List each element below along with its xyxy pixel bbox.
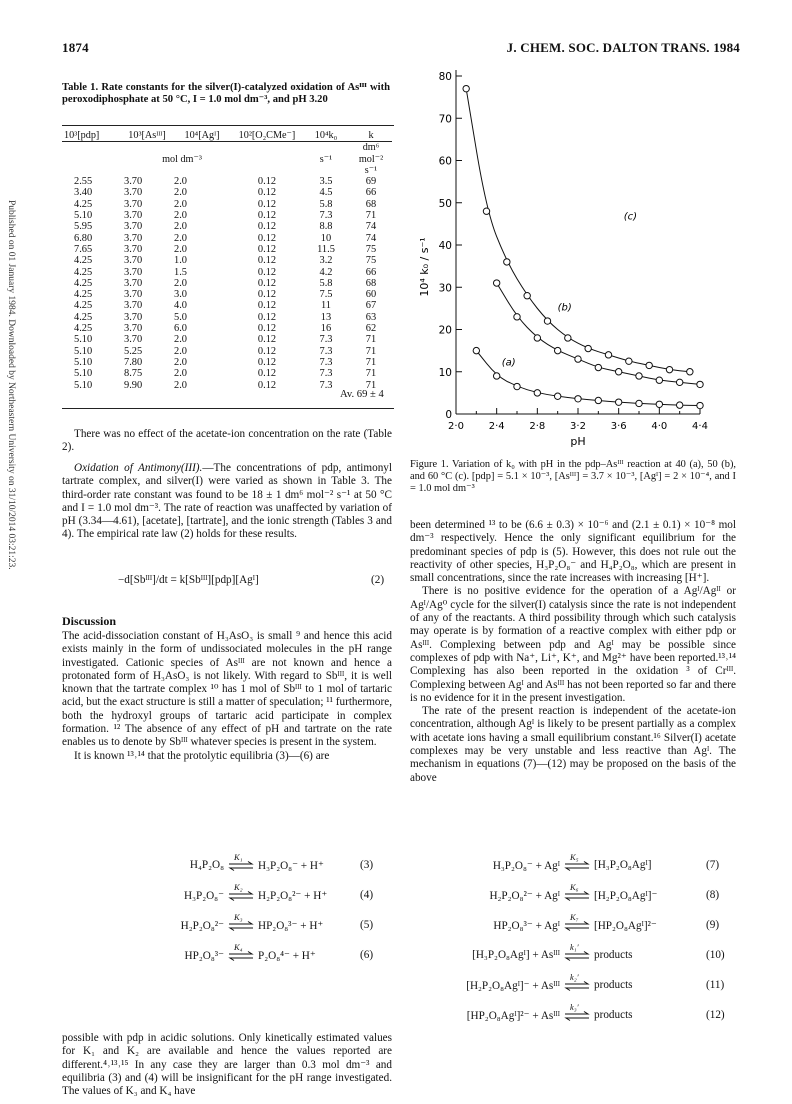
- text-block: There is no positive evidence for the operation of a Agᴵ/Agᴵᴵ or Agᴵ/Ag⁰ cycle for the silver(I) catalysis since the rate is not independent of any of the reactants. A third possibility through which such catalysis may operate is by formation of a reactive complex with either pdp or Asᴵᴵᴵ. Complexing between pdp and Agᴵ may be possible since complexes of pdp with Na⁺, Li⁺, K⁺, and Mg²⁺ have been reported.¹³˒¹⁴ Complexing has also been reported in the oxidation ³ of Crᴵᴵᴵ. Complexing between Agᴵ and Asᴵᴵᴵ has not been reported so far and there is no evidence for it in the present investigation.: [410, 585, 736, 704]
- data-point: [514, 314, 520, 320]
- table-cell: 7.3: [319, 356, 333, 368]
- data-point: [697, 381, 703, 387]
- table-cell: 5.10: [74, 379, 93, 391]
- data-point: [575, 396, 581, 402]
- equation-number: (6): [360, 949, 374, 961]
- data-point: [656, 377, 662, 383]
- data-point: [595, 397, 601, 403]
- y-tick-label: 50: [438, 197, 452, 210]
- x-tick-label: 2·0: [448, 421, 464, 432]
- table-cell: 0.12: [257, 277, 277, 289]
- equation-lhs: [HP₂O₈Agᴵ]²⁻ + Asᴵᴵᴵ: [466, 1010, 560, 1022]
- table-cell: 3.70: [124, 255, 143, 267]
- text-block: been determined ¹³ to be (6.6 ± 0.3) × 10⁻⁶ and (2.1 ± 0.1) × 10⁻⁸ mol dm⁻³ respectively. Hence the only significant equilibrium for the predominant species of pdp is (5). However, this does not rule out the reactivity of other species, H₃P₂O₈⁻ and H₄P₂O₈, which are present in small concentrations, since the rate increases with increasing [H⁺].: [410, 519, 736, 585]
- table-cell: 0.12: [257, 243, 277, 255]
- table-cell: 7.65: [74, 243, 93, 255]
- equation-lhs: H₂P₂O₈²⁻ + Agᴵ: [489, 890, 560, 902]
- publication-note-text: Published on 01 January 1984. Downloaded by Northeastern University on 31/10/2014 03:21:23.: [6, 200, 16, 570]
- y-tick-label: 0: [445, 409, 452, 421]
- table-cell: 1.0: [174, 255, 187, 267]
- table-row: [62, 300, 392, 311]
- table-header-row: [62, 130, 392, 142]
- table-cell: 71: [365, 368, 377, 380]
- table-cell: 60: [365, 289, 377, 301]
- left-paragraph-3: [62, 630, 392, 763]
- table-cell: 7.3: [319, 368, 333, 380]
- equilibrium-arrow-icon: [564, 921, 590, 934]
- table-cell: 5.8: [319, 198, 333, 210]
- table-cell: 4.2: [319, 266, 333, 278]
- right-paragraph-1: [410, 519, 736, 785]
- series-label: (c): [623, 211, 638, 223]
- table-cell: 1.5: [174, 266, 187, 278]
- y-tick-label: 40: [438, 240, 452, 252]
- data-point: [605, 352, 611, 358]
- data-point: [473, 347, 479, 353]
- table-cell: 5.10: [74, 368, 93, 380]
- table-cell: 3.70: [124, 187, 143, 199]
- table-row: [62, 357, 392, 368]
- left-paragraph-2: [62, 462, 392, 542]
- equation-lhs: H₃P₂O₈⁻ + Agᴵ: [492, 860, 560, 872]
- table-cell: 0.12: [257, 323, 277, 335]
- table-cell: 3.5: [319, 176, 333, 188]
- table-cell: 0.12: [257, 255, 277, 267]
- table-cell: 71: [365, 334, 377, 346]
- text-block: The acid-dissociation constant of H₃AsO₃ is small ⁹ and hence this acid exists mainly in the form of undissociated molecules in the pH range investigated. Cationic species of Asᴵᴵᴵ are not known and hence a protonated form of H₃AsO₃ is not likely. With regard to Sbᴵᴵᴵ, it is well known that the tartrate complex ¹⁰ has 1 mol of Sbᴵᴵᴵ to 1 mol of tartaric acid, but the exact structure is still a matter of speculation; ¹¹ furthermore, both the hydroxyl groups of tartaric acid participate in complex formation. ¹² The absence of any effect of pH and tartrate on the rate enables us to denote by Sbᴵᴵᴵ whatever species is present in the system.: [62, 630, 392, 749]
- data-point: [636, 373, 642, 379]
- col-header: 10⁴k₀: [314, 130, 338, 141]
- equation-rhs: [H₂P₂O₈Agᴵ]⁻: [594, 890, 658, 902]
- section-heading-discussion: Discussion: [62, 614, 117, 628]
- equation-lhs: HP₂O₈³⁻ + Agᴵ: [493, 920, 560, 932]
- table1-body: [62, 176, 392, 391]
- table-cell: 2.0: [174, 379, 187, 391]
- y-tick-label: 60: [438, 155, 452, 168]
- series-label: (b): [557, 302, 572, 314]
- table-cell: 68: [365, 198, 377, 210]
- table-cell: 6.0: [174, 323, 187, 335]
- table-bottom-rule: [62, 408, 394, 409]
- table-cell: 0.12: [257, 210, 277, 222]
- data-point: [646, 362, 652, 368]
- equation-rhs: H₂P₂O₈²⁻ + H⁺: [258, 890, 328, 902]
- x-axis-label: pH: [570, 435, 586, 448]
- table-cell: 2.0: [174, 345, 187, 357]
- table-cell: 0.12: [257, 232, 277, 244]
- table-cell: 75: [365, 255, 377, 267]
- table-cell: 2.0: [174, 210, 187, 222]
- data-point: [565, 335, 571, 341]
- equation-constant: K₅: [570, 852, 579, 862]
- data-point: [554, 347, 560, 353]
- table-cell: 3.70: [124, 210, 143, 222]
- section-subhead: Oxidation of Antimony(III).: [74, 462, 203, 474]
- data-point: [514, 383, 520, 389]
- table-cell: 3.70: [124, 277, 143, 289]
- col-header: 10⁴[Agᴵ]: [184, 130, 220, 141]
- table-cell: 2.0: [174, 334, 187, 346]
- table-cell: 2.0: [174, 243, 187, 255]
- table-cell: 2.0: [174, 176, 187, 188]
- table1: [62, 130, 392, 391]
- equation-number: (9): [706, 919, 720, 931]
- table-row: [62, 255, 392, 266]
- equilibrium-arrow-icon: [564, 951, 590, 964]
- table-cell: 2.0: [174, 187, 187, 199]
- table-cell: 0.12: [257, 187, 277, 199]
- equation-2: −d[Sbᴵᴵᴵ]/dt = k[Sbᴵᴵᴵ][pdp][Agᴵ]: [118, 574, 259, 586]
- table-cell: 71: [365, 356, 377, 368]
- table-cell: 3.0: [174, 289, 187, 301]
- table-cell: 4.25: [74, 266, 93, 278]
- table-cell: 0.12: [257, 198, 277, 210]
- equation-constant: K₇: [570, 912, 579, 922]
- table-cell: 67: [365, 300, 377, 312]
- table-row: [62, 267, 392, 278]
- data-point: [676, 402, 682, 408]
- equation-2-number: (2): [371, 574, 385, 586]
- table-row: [62, 176, 392, 187]
- equilibrium-arrow-icon: [228, 891, 254, 904]
- equation-lhs: H₃P₂O₈⁻: [184, 890, 224, 902]
- table-cell: 3.70: [124, 198, 143, 210]
- table-cell: 71: [365, 379, 377, 391]
- table-row: [62, 346, 392, 357]
- table-row: [62, 187, 392, 198]
- col-header: 10²[O₂CMe⁻]: [238, 130, 296, 141]
- data-point: [585, 345, 591, 351]
- x-tick-label: 3·6: [610, 421, 627, 432]
- text-block: [62, 462, 392, 542]
- x-tick-label: 2·8: [529, 421, 546, 432]
- data-point: [493, 373, 499, 379]
- table-row: [62, 334, 392, 345]
- equation-number: (3): [360, 859, 374, 871]
- table-cell: 3.70: [124, 300, 143, 312]
- table-cell: 66: [365, 187, 377, 199]
- table-cell: 10: [320, 232, 332, 244]
- table-cell: 16: [320, 323, 332, 335]
- table-cell: 3.40: [74, 187, 93, 199]
- table-cell: 5.10: [74, 334, 93, 346]
- table-row: [62, 244, 392, 255]
- table-cell: 2.0: [174, 221, 187, 233]
- table-cell: 3.70: [124, 266, 143, 278]
- data-point: [626, 358, 632, 364]
- table-cell: 63: [365, 311, 377, 323]
- equation-constant: K₄: [234, 942, 243, 952]
- figure-1-chart: [410, 58, 730, 458]
- equilibrium-arrow-icon: [228, 951, 254, 964]
- y-tick-label: 80: [438, 71, 452, 83]
- equation-number: (4): [360, 889, 374, 901]
- table-cell: 9.90: [124, 379, 143, 391]
- table-cell: 5.10: [74, 345, 93, 357]
- table-cell: 0.12: [257, 379, 277, 391]
- table-cell: 3.70: [124, 289, 143, 301]
- table-cell: 3.70: [124, 176, 143, 188]
- table-cell: 4.0: [174, 300, 187, 312]
- table-cell: 71: [365, 210, 377, 222]
- col-header: 10³[pdp]: [64, 130, 100, 141]
- table-cell: 2.0: [174, 368, 187, 380]
- table-cell: 2.0: [174, 232, 187, 244]
- table-cell: 4.25: [74, 300, 93, 312]
- data-point: [697, 402, 703, 408]
- equation-rhs: H₃P₂O₈⁻ + H⁺: [258, 860, 324, 872]
- equation-rhs: [H₃P₂O₈Agᴵ]: [594, 859, 652, 871]
- data-point: [524, 293, 530, 299]
- table-cell: 0.12: [257, 334, 277, 346]
- table-cell: 62: [365, 323, 377, 335]
- table-cell: 2.0: [174, 277, 187, 289]
- table-cell: 69: [365, 176, 377, 188]
- table1-average: Av. 69 ± 4: [340, 389, 384, 400]
- text-block: There was no effect of the acetate-ion concentration on the rate (Table 2).: [62, 428, 392, 454]
- table-cell: 2.55: [74, 176, 93, 188]
- table-cell: 5.10: [74, 356, 93, 368]
- data-point: [676, 379, 682, 385]
- data-point: [504, 259, 510, 265]
- equation-number: (5): [360, 919, 374, 931]
- table-cell: 3.70: [124, 243, 143, 255]
- table-cell: 5.0: [174, 311, 187, 323]
- table-cell: 4.25: [74, 323, 93, 335]
- equation-number: (8): [706, 889, 720, 901]
- table-row: [62, 289, 392, 300]
- table-cell: 7.3: [319, 345, 333, 357]
- units-k: dm⁶ mol⁻² s⁻¹: [350, 142, 392, 176]
- page-number: 1874: [62, 40, 89, 55]
- data-point: [463, 85, 469, 91]
- left-paragraph-1: [62, 428, 392, 455]
- table-cell: 7.3: [319, 210, 333, 222]
- table-row: [62, 323, 392, 334]
- table-cell: 4.25: [74, 289, 93, 301]
- equation-number: (11): [706, 979, 725, 991]
- chart-axes: [418, 70, 708, 448]
- table-row: [62, 199, 392, 210]
- x-tick-label: 4·0: [651, 421, 668, 432]
- equation-rhs: products: [594, 949, 633, 961]
- table-cell: 11: [320, 300, 331, 312]
- equation-rhs: HP₂O₈³⁻ + H⁺: [258, 920, 324, 932]
- equation-constant: k₂′: [570, 972, 579, 982]
- equation-constant: K₁: [234, 852, 243, 862]
- table-cell: 5.95: [74, 221, 93, 233]
- equation-constant: K₆: [570, 882, 579, 892]
- data-point: [595, 364, 601, 370]
- table-cell: 4.25: [74, 255, 93, 267]
- equation-rhs: products: [594, 979, 633, 991]
- table-cell: 6.80: [74, 232, 93, 244]
- data-point: [687, 369, 693, 375]
- y-axis-label: 10⁴ k₀ / s⁻¹: [418, 237, 431, 297]
- table-row: [62, 221, 392, 232]
- figure-caption: Figure 1. Variation of k₀ with pH in the pdp–Asᴵᴵᴵ reaction at 40 (a), 50 (b), and 60 °C (c). [pdp] = 5.1 × 10⁻³, [Asᴵᴵᴵ] = 3.7 × 10⁻³, [Agᴵ] = 2 × 10⁻⁴, and I = 1.0 mol dm⁻³: [410, 459, 736, 494]
- data-point: [554, 393, 560, 399]
- table-row: [62, 312, 392, 323]
- equilibrium-arrow-icon: [564, 861, 590, 874]
- text-span: —The concentrations of pdp, antimonyl tartrate complex, and silver(I) were varied as shown in Table 3. The third-order rate constant was found to be 18 ± 1 dm⁶ mol⁻² s⁻¹ at 50 °C and I = 1.0 mol dm⁻³. The rate of reaction was unaffected by variation of pH (3.34—4.61), [acetate], [tartrate], and the ionic strength (Tables 3 and 4). The empirical rate law (2) holds for these results.: [62, 462, 392, 541]
- table-cell: 5.10: [74, 210, 93, 222]
- table-cell: 0.12: [257, 368, 277, 380]
- table-cell: 4.5: [319, 187, 333, 199]
- table-cell: 74: [365, 232, 377, 244]
- table-cell: 71: [365, 345, 377, 357]
- table-cell: 5.8: [319, 277, 333, 289]
- table-cell: 0.12: [257, 311, 277, 323]
- table-cell: 5.25: [124, 345, 143, 357]
- units-mol: mol dm⁻³: [62, 142, 302, 176]
- left-paragraph-4: [62, 1032, 392, 1098]
- equilibrium-arrow-icon: [228, 921, 254, 934]
- table-units-row: [62, 142, 392, 176]
- table-cell: 7.3: [319, 334, 333, 346]
- data-point: [544, 318, 550, 324]
- table-row: [62, 278, 392, 289]
- equation-lhs: [H₂P₂O₈Agᴵ]⁻ + Asᴵᴵᴵ: [466, 980, 560, 992]
- x-tick-label: 4·4: [692, 421, 708, 432]
- y-tick-label: 70: [438, 113, 452, 126]
- equation-constant: K₃: [234, 912, 243, 922]
- data-point: [636, 400, 642, 406]
- table-cell: 4.25: [74, 198, 93, 210]
- data-point: [534, 335, 540, 341]
- table-cell: 4.25: [74, 277, 93, 289]
- equation-lhs: H₂P₂O₈²⁻: [180, 920, 224, 932]
- table-cell: 0.12: [257, 289, 277, 301]
- series-curve-0: [466, 89, 690, 372]
- table-row: [62, 233, 392, 244]
- table-cell: 2.0: [174, 356, 187, 368]
- table-cell: 0.12: [257, 221, 277, 233]
- journal-title: J. CHEM. SOC. DALTON TRANS. 1984: [506, 40, 740, 55]
- equation-rhs: P₂O₈⁴⁻ + H⁺: [258, 950, 316, 962]
- table-cell: 3.70: [124, 221, 143, 233]
- equation-constant: K₂: [234, 882, 243, 892]
- table-cell: 11.5: [317, 243, 335, 255]
- col-header: k: [368, 130, 374, 141]
- equation-rhs: products: [594, 1009, 633, 1021]
- col-header: 10³[Asᴵᴵᴵ]: [128, 130, 166, 141]
- table-cell: 0.12: [257, 300, 277, 312]
- table-cell: 7.5: [319, 289, 333, 301]
- equation-number: (7): [706, 859, 720, 871]
- table-cell: 7.80: [124, 356, 143, 368]
- table-cell: 74: [365, 221, 377, 233]
- table-cell: 3.70: [124, 323, 143, 335]
- table-top-rule: [62, 125, 394, 126]
- text-block: The rate of the present reaction is independent of the acetate-ion concentration, although Agᴵ is likely to be present partially as a complex with acetate ions having a small equilibrium constant.¹⁶ Silver(I) acetate complexes may be very unstable and less reactive than Agᴵ. The mechanism in equations (7)—(12) may be proposed on the basis of the above: [410, 705, 736, 784]
- series-label: (a): [501, 357, 516, 369]
- table-cell: 4.25: [74, 311, 93, 323]
- equation-constant: k₁′: [570, 942, 579, 952]
- equilibrium-arrow-icon: [564, 891, 590, 904]
- table-cell: 3.2: [319, 255, 333, 267]
- table-cell: 66: [365, 266, 377, 278]
- table-cell: 8.8: [319, 221, 333, 233]
- data-point: [575, 356, 581, 362]
- table1-caption: Table 1. Rate constants for the silver(I)-catalyzed oxidation of Asᴵᴵᴵ with peroxodiphosphate at 50 °C, I = 1.0 mol dm⁻³, and pH 3.20: [62, 82, 390, 105]
- equation-lhs: H₄P₂O₈: [189, 859, 224, 871]
- table-cell: 0.12: [257, 176, 277, 188]
- units-s: s⁻¹: [302, 142, 350, 176]
- equation-lhs: HP₂O₈³⁻: [184, 950, 224, 962]
- table-cell: 8.75: [124, 368, 143, 380]
- data-point: [534, 390, 540, 396]
- data-point: [493, 280, 499, 286]
- y-tick-label: 20: [438, 324, 452, 337]
- x-tick-label: 2·4: [488, 421, 505, 432]
- data-point: [656, 401, 662, 407]
- equation-rhs: [HP₂O₈Agᴵ]²⁻: [594, 920, 657, 932]
- table-cell: 0.12: [257, 266, 277, 278]
- table-cell: 3.70: [124, 311, 143, 323]
- equation-constant: k₃′: [570, 1002, 579, 1012]
- x-tick-label: 3·2: [570, 421, 586, 432]
- publication-note: [2, 200, 22, 900]
- chart-marks: [463, 85, 703, 408]
- equilibrium-arrow-icon: [564, 981, 590, 994]
- data-point: [666, 366, 672, 372]
- table-cell: 3.70: [124, 334, 143, 346]
- table-row: [62, 368, 392, 379]
- equilibrium-arrow-icon: [564, 1011, 590, 1024]
- y-tick-label: 30: [438, 282, 452, 295]
- table-row: [62, 210, 392, 221]
- table-cell: 13: [320, 311, 332, 323]
- text-block: possible with pdp in acidic solutions. Only kinetically estimated values for K₁ and K₂ are available and hence the values reported are different.⁴˒¹³˒¹⁵ In any case they are larger than 0.3 mol dm⁻³ and equilibria (3) and (4) will be insignificant for the pH range investigated. The values of K₃ and K₄ have: [62, 1032, 392, 1098]
- equation-lhs: [H₃P₂O₈Agᴵ] + Asᴵᴵᴵ: [472, 949, 560, 961]
- table-cell: 7.3: [319, 379, 333, 391]
- table-cell: 68: [365, 277, 377, 289]
- data-point: [615, 369, 621, 375]
- text-block: It is known ¹³˒¹⁴ that the protolytic equilibria (3)—(6) are: [74, 749, 330, 762]
- table-cell: 2.0: [174, 198, 187, 210]
- data-point: [615, 399, 621, 405]
- equation-number: (12): [706, 1009, 725, 1021]
- table-cell: 0.12: [257, 345, 277, 357]
- table-cell: 0.12: [257, 356, 277, 368]
- y-tick-label: 10: [438, 366, 452, 379]
- table-cell: 3.70: [124, 232, 143, 244]
- data-point: [483, 208, 489, 214]
- table-cell: 75: [365, 243, 377, 255]
- equation-number: (10): [706, 949, 725, 961]
- equilibrium-arrow-icon: [228, 861, 254, 874]
